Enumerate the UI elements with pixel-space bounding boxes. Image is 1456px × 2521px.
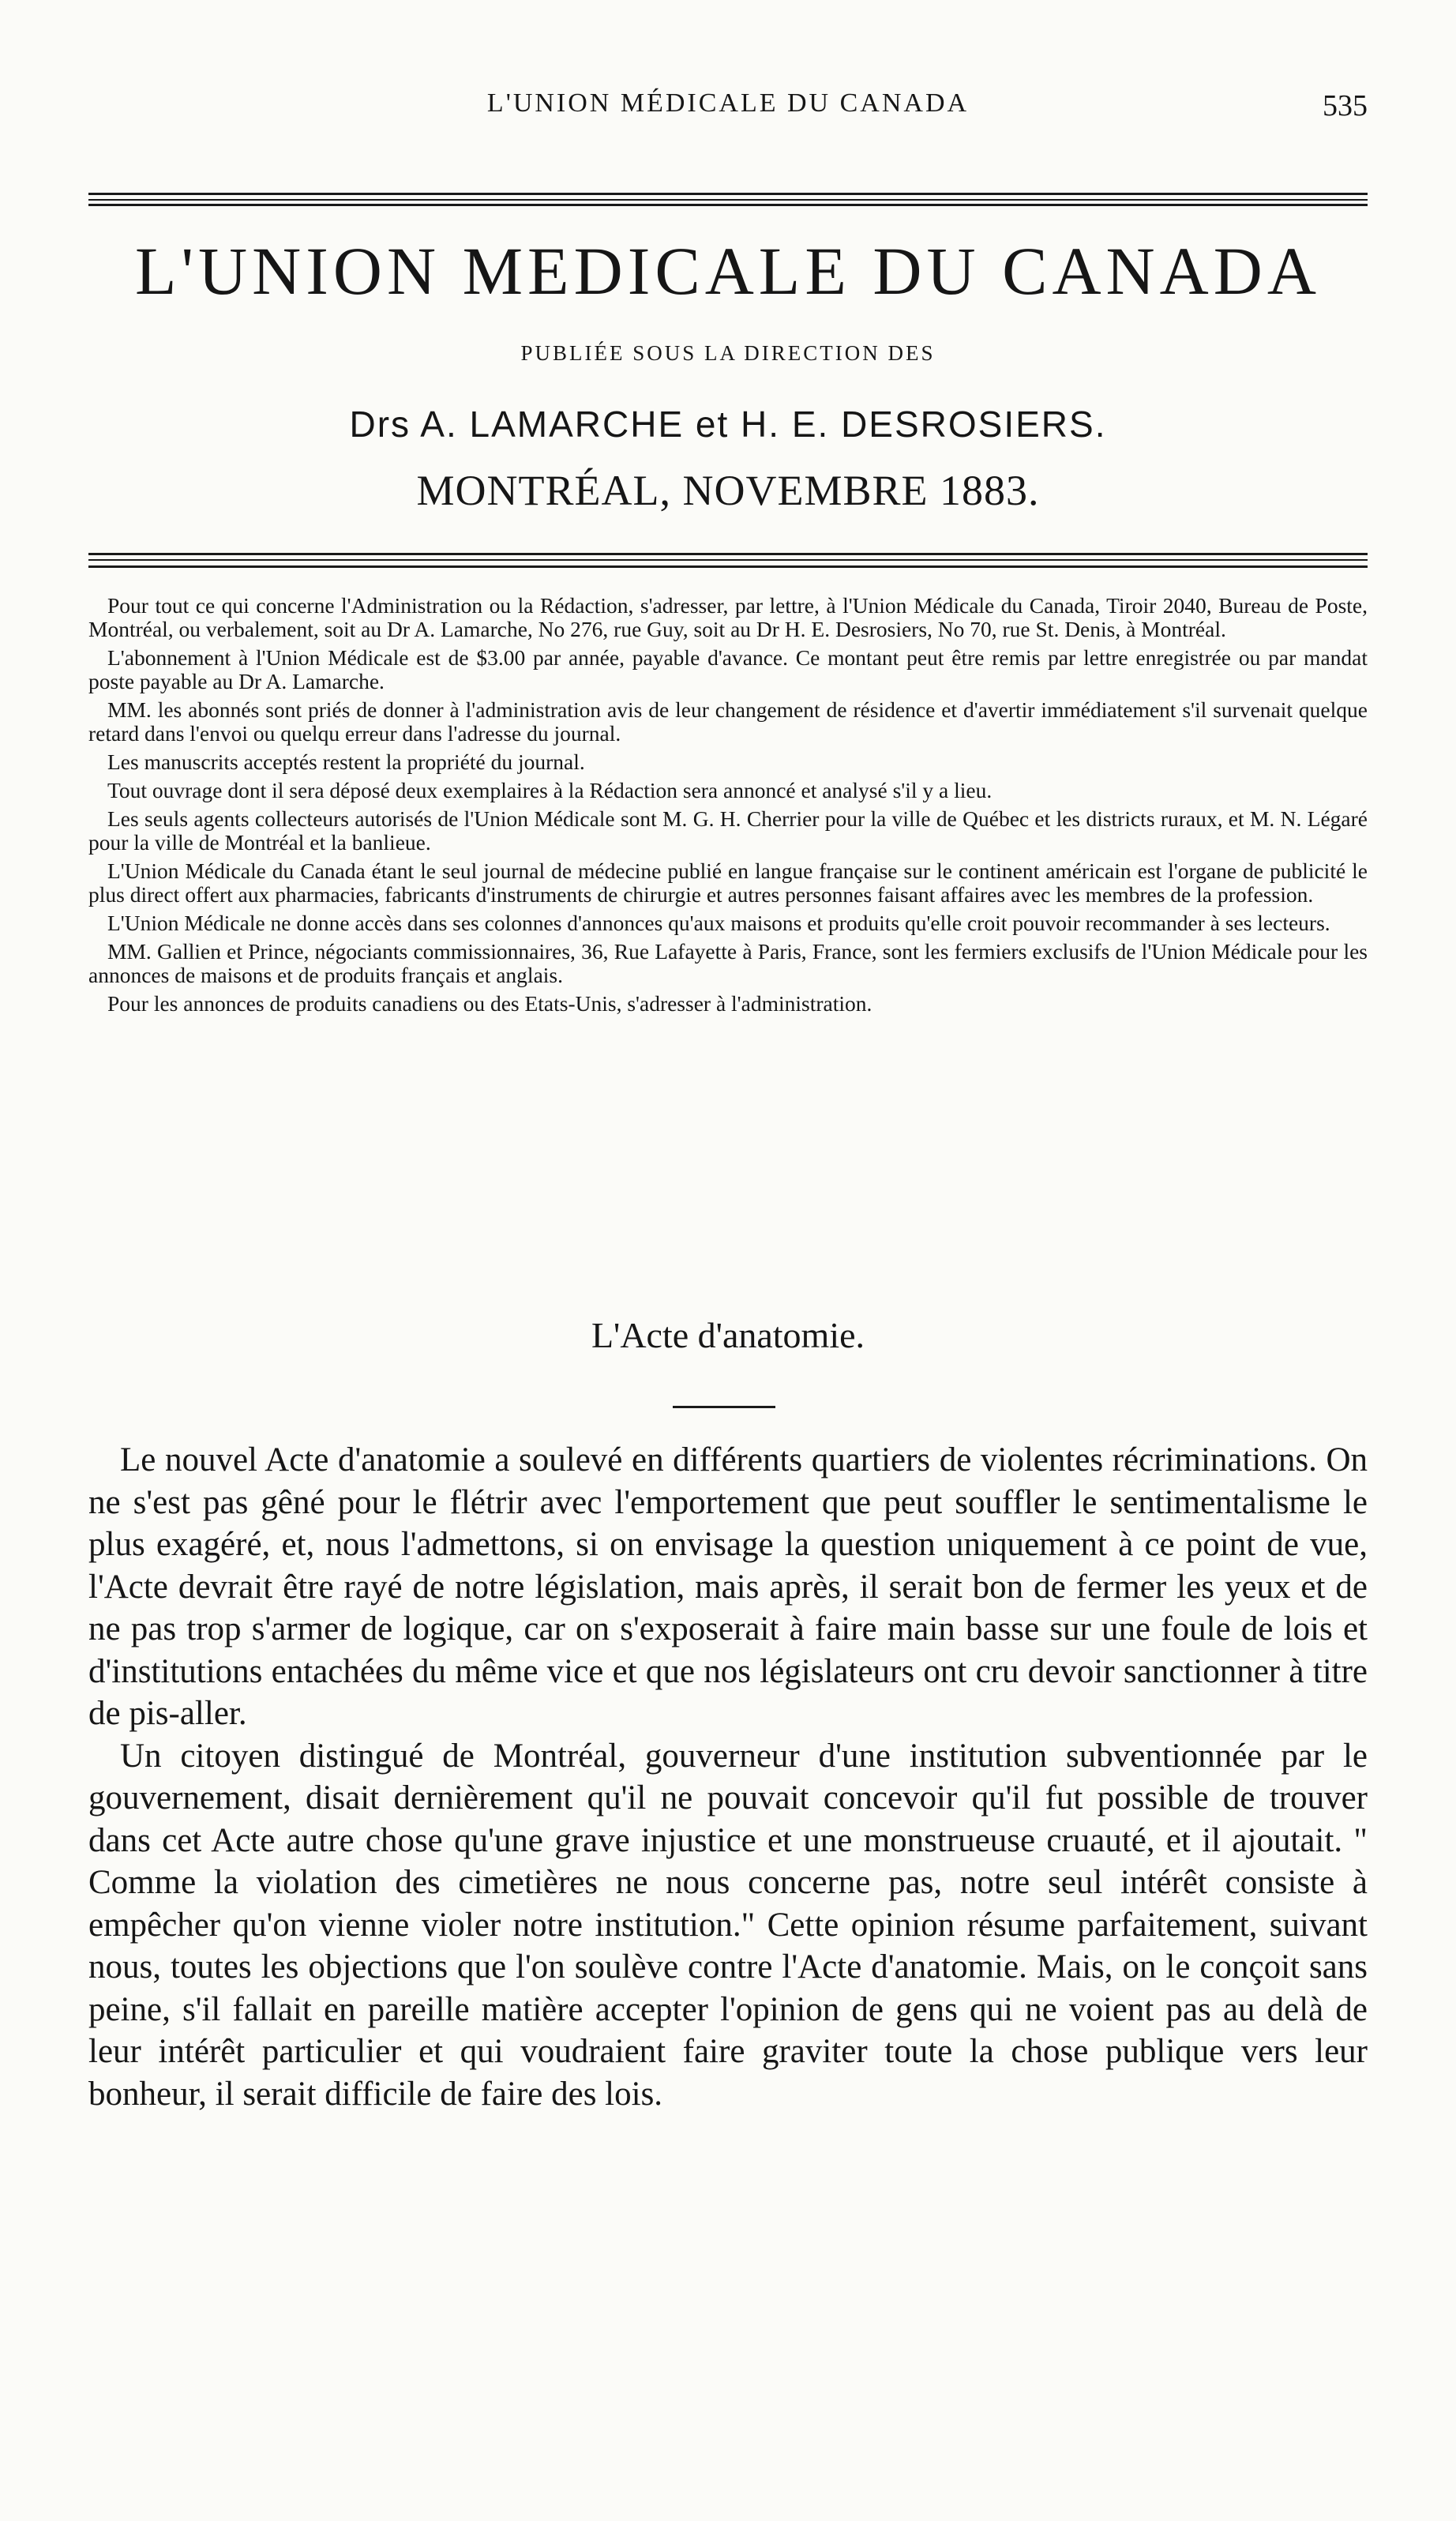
masthead-rule-bottom-3	[88, 565, 1368, 568]
masthead-rule-top-1	[88, 193, 1368, 195]
article-paragraph: Un citoyen distingué de Montréal, gouverneur d'une institution subventionnée par le gouvernement, disait dernièrement qu'il ne pouvait concevoir qu'il fut possible de trouver dans cet Acte autre chose qu'une grave injustice et une monstrueuse cruauté, et il ajoutait. " Comme la violation des cimetières ne nous concerne pas, notre seul intérêt consiste à empêcher qu'on vienne violer notre institution." Cette opinion résume parfaitement, suivant nous, toutes les objections que l'on soulève contre l'Acte d'anatomie. Mais, on le conçoit sans peine, s'il fallait en pareille matière accepter l'opinion de gens qui ne voient pas au delà de leur intérêt particulier et qui voudraient faire graviter toute la chose publique vers leur bonheur, il serait difficile de faire des lois.	[88, 1737, 1368, 2113]
notice-contact: Pour tout ce qui concerne l'Administration ou la Rédaction, s'adresser, par lettre, à l'Union Médicale du Canada, Tiroir 2040, Bureau de Poste, Montréal, ou verbalement, soit au Dr A. Lamarche, No 276, rue Guy, soit au Dr H. E. Desrosiers, No 70, rue St. Denis, à Montréal.	[88, 593, 1368, 641]
notice-advertising-policy: L'Union Médicale ne donne accès dans ses colonnes d'annonces qu'aux maisons et produits qu'elle croit pouvoir recommander à ses lecteurs.	[107, 911, 1330, 935]
masthead-direction: PUBLIÉE SOUS LA DIRECTION DES	[520, 341, 936, 365]
subscription-notices	[88, 594, 1368, 1020]
title-divider	[673, 1406, 775, 1408]
article-body	[88, 1439, 1368, 2115]
masthead-rule-bottom-1	[88, 553, 1368, 555]
notice-manuscripts: Les manuscrits acceptés restent la propriété du journal.	[107, 750, 585, 774]
article-title: L'Acte d'anatomie.	[591, 1315, 865, 1355]
running-head	[88, 88, 1368, 128]
masthead-rule-top-3	[88, 204, 1368, 206]
notice-north-american-ads: Pour les annonces de produits canadiens ou des Etats-Unis, s'adresser à l'administration.	[107, 991, 872, 1016]
page-number: 535	[1323, 89, 1368, 122]
notice-subscription: L'abonnement à l'Union Médicale est de $3.00 par année, payable d'avance. Ce montant peut être remis par lettre enregistrée ou par mandat poste payable au Dr A. Lamarche.	[88, 645, 1368, 693]
notice-paris-agents: MM. Gallien et Prince, négociants commissionnaires, 36, Rue Lafayette à Paris, France, sont les fermiers exclusifs de l'Union Médicale pour les annonces de maisons et de produits français et anglais.	[88, 939, 1368, 987]
notice-reviews: Tout ouvrage dont il sera déposé deux exemplaires à la Rédaction sera annoncé et analysé s'il y a lieu.	[107, 778, 993, 802]
masthead-place-date: MONTRÉAL, NOVEMBRE 1883.	[416, 467, 1040, 514]
masthead-editors: Drs A. LAMARCHE et H. E. DESROSIERS.	[349, 404, 1107, 445]
masthead-title: L'UNION MEDICALE DU CANADA	[135, 233, 1321, 309]
notice-organ: L'Union Médicale du Canada étant le seul journal de médecine publié en langue française sur le continent américain est l'organe de publicité le plus direct offert aux pharmacies, fabricants d'instruments de chirurgie et autres personnes faisant affaires avec les membres de la profession.	[88, 858, 1368, 907]
notice-agents: Les seuls agents collecteurs autorisés de l'Union Médicale sont M. G. H. Cherrier pour la ville de Québec et les districts ruraux, et M. N. Légaré pour la ville de Montréal et la banlieue.	[88, 806, 1368, 855]
running-title: L'UNION MÉDICALE DU CANADA	[486, 88, 970, 118]
masthead-rule-bottom-2	[88, 559, 1368, 561]
notice-address-change: MM. les abonnés sont priés de donner à l'administration avis de leur changement de résidence et d'avertir immédiatement s'il survenait quelque retard dans l'envoi ou quelqu erreur dans l'adresse du journal.	[88, 697, 1368, 746]
article-paragraph: Le nouvel Acte d'anatomie a soulevé en différents quartiers de violentes récriminations. On ne s'est pas gêné pour le flétrir avec l'emportement que peut souffler le sentimentalisme le plus exagéré, et, nous l'admettons, si on envisage la question uniquement à ce point de vue, l'Acte devrait être rayé de notre législation, mais après, il serait bon de fermer les yeux et de ne pas trop s'armer de logique, car on s'exposerait à faire main basse sur une foule de lois et d'institutions entachées du même vice et que nos législateurs ont cru devoir sanctionner à titre de pis-aller.	[88, 1441, 1368, 1732]
masthead-rule-top-2	[88, 199, 1368, 201]
